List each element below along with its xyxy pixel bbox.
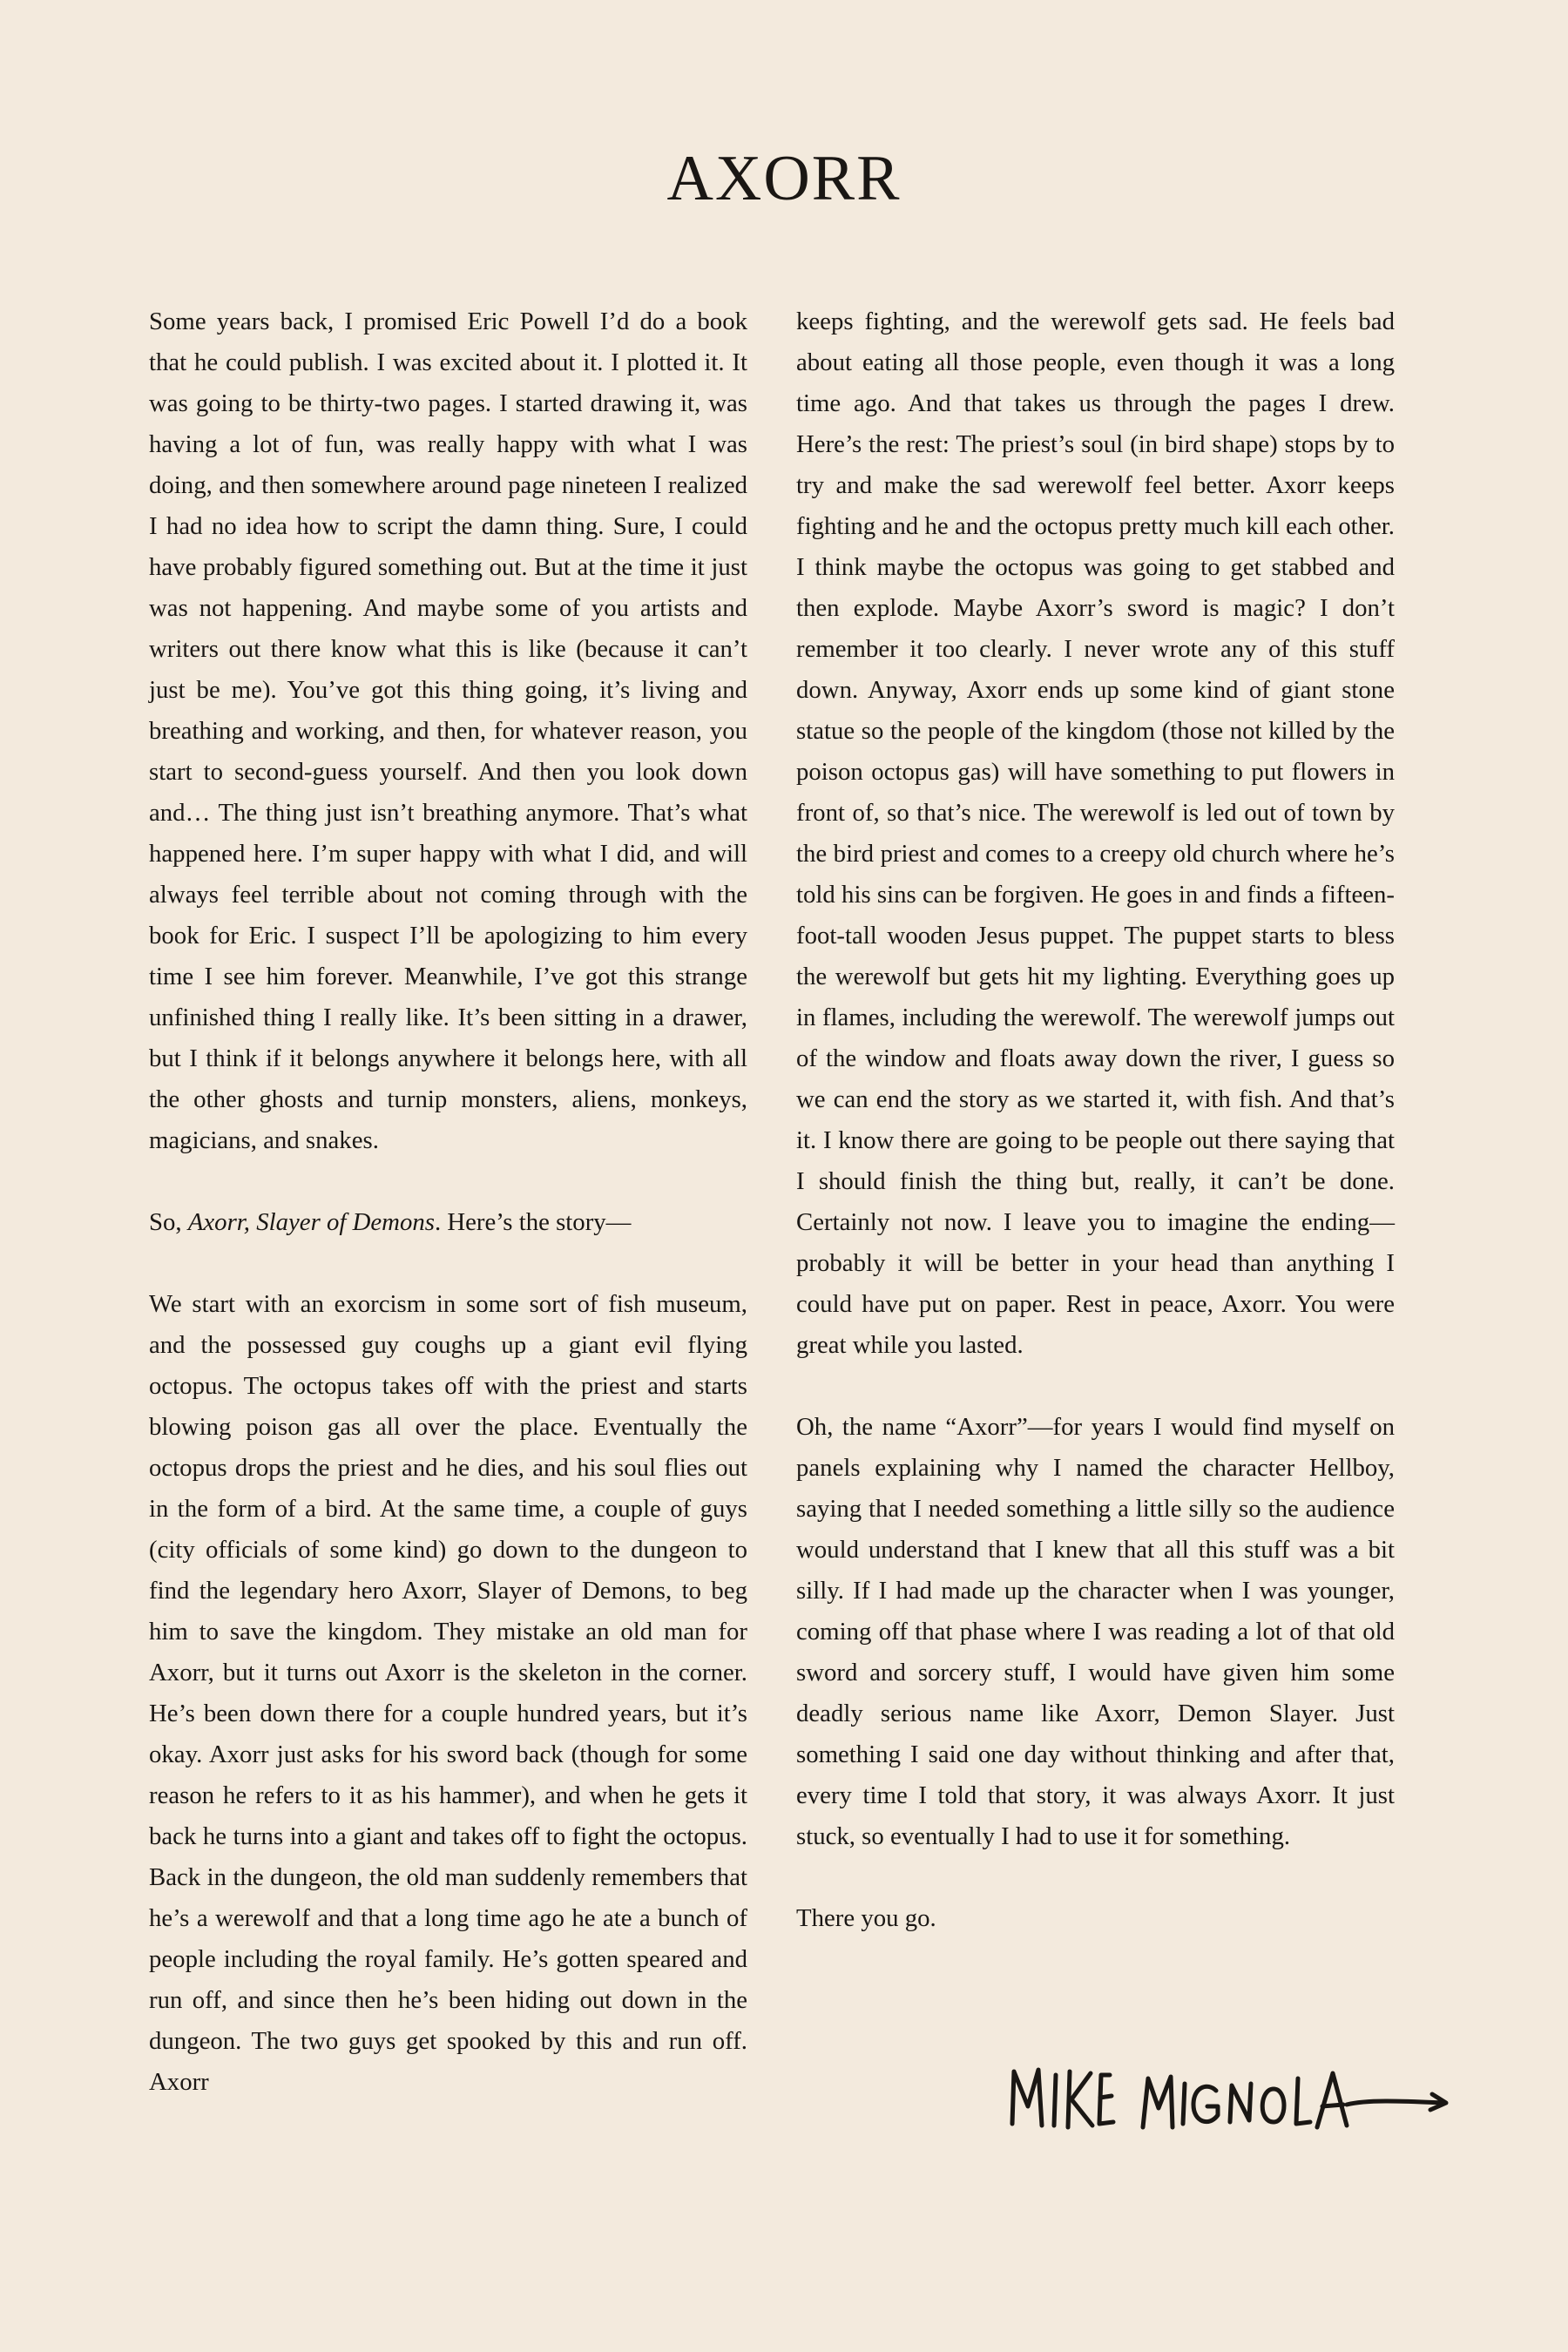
page-title: AXORR [666,143,902,214]
right-column [796,301,1395,1939]
paragraph-story-lead [149,1202,747,1243]
paragraph-intro: Some years back, I promised Eric Powell I’d do a book that he could publish. I was excited about it. I plotted it. It was going to be thirty-two pages. I started drawing it, was having a lot of fun, was really happy with what I was doing, and then somewhere around page nineteen I realized I had no idea how to script the damn thing. Sure, I could have probably figured something out. But at the time it just was not happening. And maybe some of you artists and writers out there know what this is like (because it can’t just be me). You’ve got this thing going, it’s living and breathing and working, and then, for whatever reason, you start to second-guess yourself. And then you look down and… The thing just isn’t breathing anymore. That’s what happened here. I’m super happy with what I did, and will always feel terrible about not coming through with the book for Eric. I suspect I’ll be apologizing to him every time I see him forever. Meanwhile, I’ve got this strange unfinished thing I really like. It’s been sitting in a drawer, but I think if it belongs anywhere it belongs here, with all the other ghosts and turnip monsters, aliens, monkeys, magicians, and snakes. [149,308,747,1154]
signature-icon [1002,2052,1455,2139]
paragraph-closing: There you go. [796,1904,936,1932]
paragraph-story: We start with an exorcism in some sort of fish museum, and the possessed guy coughs up a giant evil flying octopus. The octopus takes off with the priest and starts blowing poison gas all over the place. Eventually the octopus drops the priest and he dies, and his soul flies out in the form of a bird. At the same time, a couple of guys (city officials of some kind) go down to the dungeon to find the legendary hero Axorr, Slayer of Demons, to beg him to save the kingdom. They mistake an old man for Axorr, but it turns out Axorr is the skeleton in the corner. He’s been down there for a couple hundred years, but it’s okay. Axorr just asks for his sword back (though for some reason he refers to it as his hammer), and when he gets it back he turns into a giant and takes off to fight the octopus. Back in the dungeon, the old man suddenly remembers that he’s a werewolf and that a long time ago he ate a bunch of people including the royal family. He’s gotten speared and run off, and since then he’s been hiding out down in the dungeon. The two guys get spooked by this and run off. Axorr [149,1290,747,2096]
story-lead-outro: . Here’s the story— [434,1208,632,1236]
story-lead-intro: So, [149,1208,188,1236]
left-column [149,301,747,2103]
paragraph-story-continued: keeps fighting, and the werewolf gets sad. He feels bad about eating all those people, even though it was a long time ago. And that takes us through the pages I drew. Here’s the rest: The priest’s soul (in bird shape) stops by to try and make the sad werewolf feel better. Axorr keeps fighting and he and the octopus pretty much kill each other. I think maybe the octopus was going to get stabbed and then explode. Maybe Axorr’s sword is magic? I don’t remember it too clearly. I never wrote any of this stuff down. Anyway, Axorr ends up some kind of giant stone statue so the people of the kingdom (those not killed by the poison octopus gas) will have something to put flowers in front of, so that’s nice. The werewolf is led out of town by the bird priest and comes to a creepy old church where he’s told his sins can be forgiven. He goes in and finds a fifteen-foot-tall wooden Jesus puppet. The puppet starts to bless the werewolf but gets hit my lighting. Everything goes up in flames, including the werewolf. The werewolf jumps out of the window and floats away down the river, I guess so we can end the story as we started it, with fish. And that’s it. I know there are going to be people out there saying that I should finish the thing but, really, it can’t be done. Certainly not now. I leave you to imagine the ending—probably it will be better in your head than anything I could have put on paper. Rest in peace, Axorr. You were great while you lasted. [796,308,1395,1359]
book-title-italic: Axorr, Slayer of Demons [187,1208,435,1236]
paragraph-name-origin: Oh, the name “Axorr”—for years I would find myself on panels explaining why I named the character Hellboy, saying that I needed something a little silly so the audience would understand that I knew that all this stuff was a bit silly. If I had made up the character when I was younger, coming off that phase where I was reading a lot of that old sword and sorcery stuff, I would have given him some deadly serious name like Axorr, Demon Slayer. Just something I said one day without thinking and after that, every time I told that story, it was always Axorr. It just stuck, so eventually I had to use it for something. [796,1413,1395,1850]
